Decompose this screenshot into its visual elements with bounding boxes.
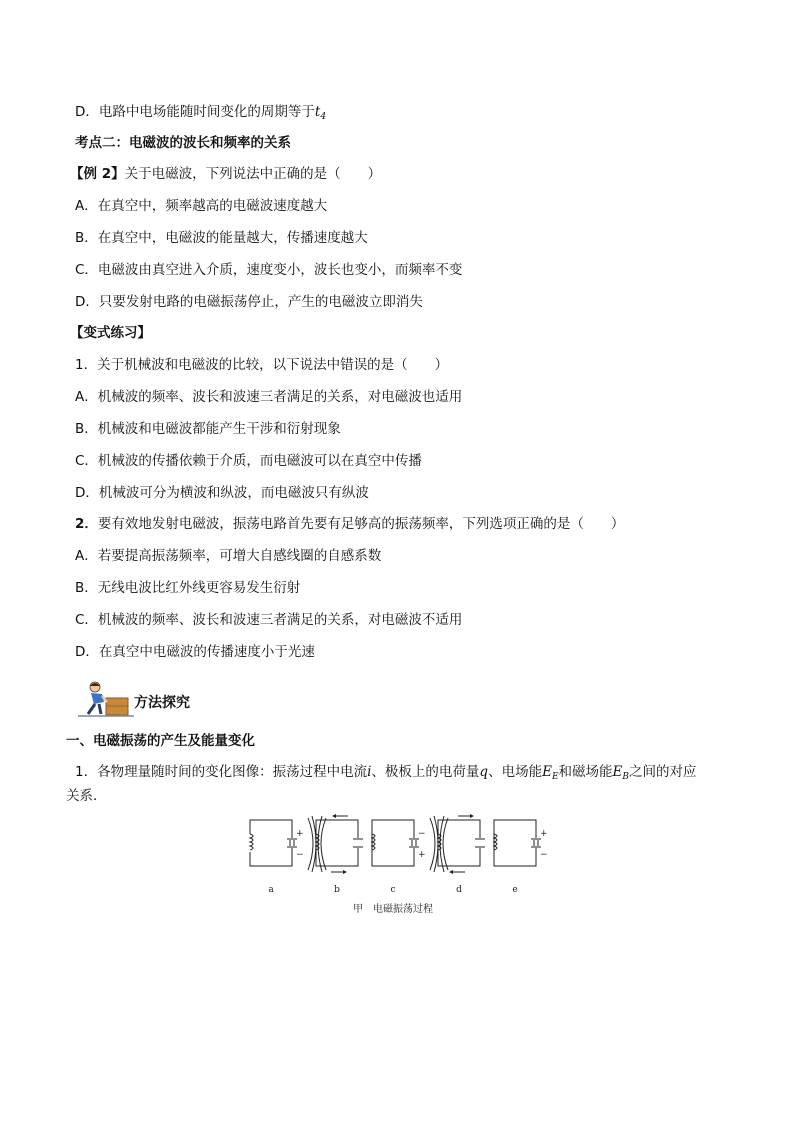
question-text: 关于电磁波，下列说法中正确的是（ ）: [124, 166, 382, 182]
circuit-e: [494, 820, 542, 866]
v2-option-d: D．在真空中电磁波的传播速度小于光速: [75, 644, 315, 660]
text: 1．各物理量随时间的变化图像：振荡过程中电流: [75, 764, 368, 780]
subscript-E: E: [551, 772, 559, 782]
label-b: b: [334, 885, 340, 895]
variable-i: i: [367, 764, 372, 780]
paragraph-1-cont: 关系．: [66, 788, 107, 804]
sign-c-bottom: +: [418, 850, 426, 860]
v1-option-c: C．机械波的传播依赖于介质，而电磁波可以在真空中传播: [75, 453, 422, 469]
lc-circuits-diagram: [236, 812, 556, 922]
variable-E: E: [542, 764, 552, 780]
variant-practice-heading: 【变式练习】: [70, 325, 151, 341]
text: 、电场能: [488, 764, 543, 780]
v1-option-b: B．机械波和电磁波都能产生干涉和衍射现象: [75, 421, 341, 437]
v2-option-a: A．若要提高振荡频率，可增大自感线圈的自感系数: [75, 548, 382, 564]
circuit-a: [245, 820, 298, 866]
sign-a-top: +: [296, 829, 304, 839]
method-section-header: [78, 680, 238, 720]
plate-signs: [296, 829, 548, 860]
option-d-previous: [75, 103, 326, 126]
ex2-option-c: C．电磁波由真空进入介质，速度变小，波长也变小，而频率不变: [75, 262, 463, 278]
label-c: c: [390, 885, 396, 895]
subscript-B: B: [622, 772, 629, 782]
variable-E: E: [612, 764, 623, 780]
heading-1: 一、电磁振荡的产生及能量变化: [66, 733, 255, 749]
label-e: e: [512, 885, 518, 895]
question-text: 要有效地发射电磁波，振荡电路首先要有足够高的振荡频率，下列选项正确的是（ ）: [97, 516, 625, 532]
question-number: 2．: [75, 516, 98, 532]
sign-c-top: −: [418, 829, 426, 839]
circuit-c: [372, 820, 420, 866]
v1-option-a: A．机械波的频率、波长和波速三者满足的关系，对电磁波也适用: [75, 389, 463, 405]
paragraph-1: [75, 763, 697, 786]
subscript-4: 4: [320, 112, 327, 122]
v2-option-c: C．机械波的频率、波长和波速三者满足的关系，对电磁波不适用: [75, 612, 463, 628]
example-2-question: [70, 165, 381, 183]
person-pushing-box-icon: [78, 680, 134, 720]
text: 、极板上的电荷量: [371, 764, 480, 780]
circuit-d: [430, 816, 486, 872]
variable-t: t: [314, 104, 321, 120]
label-a: a: [268, 885, 274, 895]
option-text: D．电路中电场能随时间变化的周期等于: [75, 104, 315, 120]
example-tag: 【例 2】: [70, 166, 125, 182]
kaodian-2-heading: 考点二：电磁波的波长和频率的关系: [75, 135, 291, 151]
ex2-option-d: D．只要发射电路的电磁振荡停止，产生的电磁波立即消失: [75, 294, 423, 310]
label-d: d: [456, 885, 462, 895]
variable-q: q: [479, 764, 489, 780]
ex2-option-b: B．在真空中，电磁波的能量越大，传播速度越大: [75, 230, 368, 246]
sign-e-bottom: −: [540, 850, 548, 860]
ex2-option-a: A．在真空中，频率越高的电磁波速度越大: [75, 198, 328, 214]
v1-option-d: D．机械波可分为横波和纵波，而电磁波只有纵波: [75, 485, 369, 501]
sign-e-top: +: [540, 829, 548, 839]
sign-a-bottom: −: [296, 850, 304, 860]
v2-question: [75, 515, 624, 533]
v2-option-b: B．无线电波比红外线更容易发生衍射: [75, 580, 301, 596]
v1-question: 1．关于机械波和电磁波的比较，以下说法中错误的是（ ）: [75, 357, 449, 373]
circuit-b: [308, 816, 364, 872]
text: 和磁场能: [558, 764, 613, 780]
text: 之间的对应: [629, 764, 697, 780]
figure-caption: 甲 电磁振荡过程: [353, 904, 433, 915]
section-title: 方法探究: [134, 695, 190, 711]
lc-oscillation-figure: [236, 812, 556, 922]
